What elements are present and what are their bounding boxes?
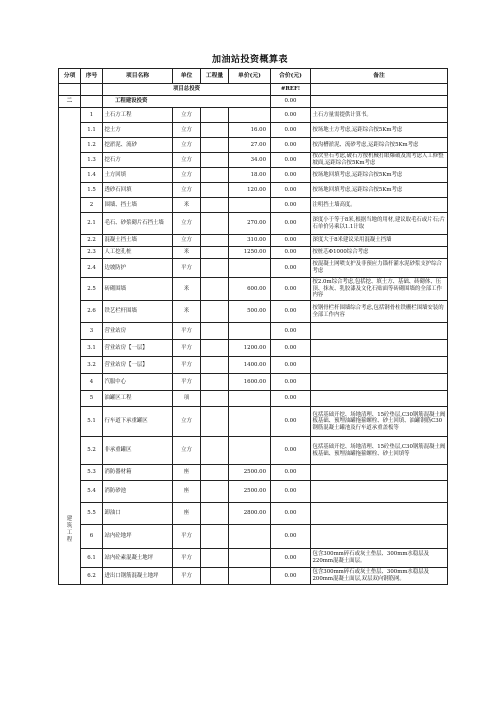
row-note: 土石方量需提供计算书。 (311, 108, 448, 123)
row-note (311, 357, 448, 374)
table-row (59, 259, 448, 278)
category-char: 工 (66, 530, 73, 536)
row-note: 包括基础开挖、场地清理、15砼垫层,C30钢筋混凝土阀板基础、预埋油罐拖箍螺栓、砂土回填、油罐钢筋C30钢筋混凝土罐池及行车道承重盖板等 (311, 407, 448, 437)
category-cell (59, 108, 81, 585)
row-qty (201, 183, 229, 198)
table-row (59, 168, 448, 183)
row-name: 非承重罐区 (103, 437, 173, 465)
row-total: 0.00 (271, 213, 311, 235)
row-total: 0.00 (271, 108, 311, 123)
row-unit: 立方 (173, 153, 201, 168)
row-qty (201, 549, 229, 568)
section-label: 工程建设投资 (103, 96, 271, 108)
row-number: 5.4 (81, 481, 103, 503)
row-qty (201, 247, 229, 259)
row-total: 0.00 (271, 278, 311, 301)
row-qty (201, 323, 229, 340)
row-price (229, 568, 271, 585)
row-unit: 米 (173, 301, 201, 323)
row-total: 0.00 (271, 525, 311, 549)
row-price: 16.00 (229, 123, 271, 138)
row-unit: 立方 (173, 168, 201, 183)
row-name: 行车道下承重罐区 (103, 407, 173, 437)
row-unit: 平方 (173, 374, 201, 391)
table-header-row (59, 69, 448, 84)
row-qty (201, 213, 229, 235)
row-note: 深度小于等于8米,根据当地的用材,建议取毛石或片石;片石单价另乘以1.1计取 (311, 213, 448, 235)
row-unit: 立方 (173, 235, 201, 247)
row-unit: 立方 (173, 108, 201, 123)
row-unit: 米 (173, 247, 201, 259)
table-row (59, 525, 448, 549)
table-row (59, 568, 448, 585)
row-total: 0.00 (271, 235, 311, 247)
section-total: 0.00 (271, 96, 311, 108)
row-total: 0.00 (271, 374, 311, 391)
section-row (59, 96, 448, 108)
row-price (229, 407, 271, 437)
row-note: 按桩芯Φ1000综合考虑 (311, 247, 448, 259)
row-price: 310.00 (229, 235, 271, 247)
row-price: 27.00 (229, 138, 271, 153)
row-price (229, 549, 271, 568)
row-total: 0.00 (271, 168, 311, 183)
row-note: 包含300mm碎石或灰土垫层、300mm水稳层及220mm混凝土面层。 (311, 549, 448, 568)
row-total: 0.00 (271, 123, 311, 138)
row-total: 0.00 (271, 340, 311, 357)
table-row (59, 183, 448, 198)
row-number: 2.1 (81, 213, 103, 235)
row-name: 挖土方 (103, 123, 173, 138)
row-total: 0.00 (271, 549, 311, 568)
row-number: 1.2 (81, 138, 103, 153)
row-note (311, 340, 448, 357)
row-total: 0.00 (271, 568, 311, 585)
row-number: 1 (81, 108, 103, 123)
row-name: 围墙、挡土墙 (103, 198, 173, 213)
row-price: 270.00 (229, 213, 271, 235)
total-row (59, 84, 448, 96)
row-qty (201, 391, 229, 407)
row-total: 0.00 (271, 183, 311, 198)
row-name: 挖淤泥、流砂 (103, 138, 173, 153)
header-cell: 项目名称 (103, 69, 173, 84)
row-number: 5.2 (81, 437, 103, 465)
row-note: 按混凝土网喷支护及非预应力锚杆灌水泥砂浆支护综合考虑 (311, 259, 448, 278)
row-price (229, 437, 271, 465)
row-qty (201, 108, 229, 123)
row-price (229, 198, 271, 213)
row-total: 0.00 (271, 259, 311, 278)
row-price: 1200.00 (229, 340, 271, 357)
row-unit: 立方 (173, 213, 201, 235)
row-unit: 米 (173, 198, 201, 213)
row-unit: 平方 (173, 357, 201, 374)
table-row (59, 407, 448, 437)
row-note: 包括基础开挖、场地清理、15砼垫层,C30钢筋混凝土阀板基础、预埋油罐拖箍螺栓、砂土回填等 (311, 437, 448, 465)
table-row (59, 323, 448, 340)
row-name: 土方回填 (103, 168, 173, 183)
document-title: 加油站投资概算表 (211, 55, 288, 65)
row-price (229, 259, 271, 278)
row-number: 2 (81, 198, 103, 213)
table-row (59, 247, 448, 259)
row-qty (201, 357, 229, 374)
row-name: 毛石、砂浆砌片石挡土墙 (103, 213, 173, 235)
row-number: 5.3 (81, 465, 103, 481)
table-row (59, 549, 448, 568)
row-unit: 立方 (173, 123, 201, 138)
table-row (59, 465, 448, 481)
table-row (59, 278, 448, 301)
row-name: 营业站房【一层】 (103, 357, 173, 374)
row-note (311, 323, 448, 340)
row-total: 0.00 (271, 198, 311, 213)
row-note: 按2.0m综合考虑,包括挖、填土方、基础、砖砌体、压顶、抹灰、乳胶漆及文化石贴面等砖砌围墙的全部工作内容 (311, 278, 448, 301)
row-total: 0.00 (271, 391, 311, 407)
row-qty (201, 481, 229, 503)
table-row (59, 374, 448, 391)
row-unit: 立方 (173, 407, 201, 437)
row-unit: 平方 (173, 525, 201, 549)
row-number: 5.5 (81, 503, 103, 525)
header-cell: 合价(元) (271, 69, 311, 84)
row-number: 6 (81, 525, 103, 549)
row-name: 卸油口 (103, 503, 173, 525)
row-unit: 米 (173, 278, 201, 301)
row-name: 营业站房 (103, 323, 173, 340)
row-note (311, 525, 448, 549)
row-unit: 项 (173, 391, 201, 407)
row-price: 2500.00 (229, 481, 271, 503)
row-note (311, 374, 448, 391)
row-name: 营业站房【一层】 (103, 340, 173, 357)
row-qty (201, 525, 229, 549)
row-price: 18.00 (229, 168, 271, 183)
header-cell: 单价(元) (229, 69, 271, 84)
table-row (59, 108, 448, 123)
row-name: 土石方工程 (103, 108, 173, 123)
row-number: 5 (81, 391, 103, 407)
row-number: 2.5 (81, 278, 103, 301)
header-cell: 备注 (311, 69, 448, 84)
section-cat: 二 (59, 96, 81, 108)
row-price (229, 391, 271, 407)
row-note: 注明挡土墙高度。 (311, 198, 448, 213)
row-name: 消防砂池 (103, 481, 173, 503)
row-name: 进出口钢筋混凝土地坪 (103, 568, 173, 585)
row-qty (201, 138, 229, 153)
table-row (59, 213, 448, 235)
table-row (59, 437, 448, 465)
row-qty (201, 465, 229, 481)
row-price (229, 323, 271, 340)
row-number: 3 (81, 323, 103, 340)
row-qty (201, 374, 229, 391)
row-number: 1.5 (81, 183, 103, 198)
row-unit: 立方 (173, 138, 201, 153)
row-note: 按沟槽淤泥、流砂考虑,运距综合按5Km考虑 (311, 138, 448, 153)
total-value: #REF! (271, 84, 311, 96)
row-number: 2.6 (81, 301, 103, 323)
row-note: 按次坚石考虑,破石方按机械打眼爆破及需考虑人工修整坡面,运距综合按5Km考虑 (311, 153, 448, 168)
row-note: 按场地回填考虑,运距综合按5Km考虑 (311, 183, 448, 198)
header-cell: 分项 (59, 69, 81, 84)
row-total: 0.00 (271, 138, 311, 153)
row-qty (201, 153, 229, 168)
row-name: 站内砼地坪 (103, 525, 173, 549)
table-row (59, 481, 448, 503)
table-row (59, 235, 448, 247)
row-price: 1250.00 (229, 247, 271, 259)
header-cell: 工程量 (201, 69, 229, 84)
row-number: 5.1 (81, 407, 103, 437)
row-number: 1.1 (81, 123, 103, 138)
row-name: 边坡防护 (103, 259, 173, 278)
row-price: 2500.00 (229, 465, 271, 481)
row-total: 0.00 (271, 481, 311, 503)
table-row (59, 138, 448, 153)
row-total: 0.00 (271, 503, 311, 525)
row-name: 站内砼素混凝土地坪 (103, 549, 173, 568)
category-char: 建 (66, 516, 73, 522)
row-total: 0.00 (271, 357, 311, 374)
row-unit: 平方 (173, 568, 201, 585)
row-price (229, 525, 271, 549)
row-unit: 立方 (173, 183, 201, 198)
row-note (311, 465, 448, 481)
row-qty (201, 198, 229, 213)
table-row (59, 340, 448, 357)
row-note: 深度大于8米建议采用混凝土挡墙 (311, 235, 448, 247)
row-name: 油罐区工程 (103, 391, 173, 407)
row-number: 2.2 (81, 235, 103, 247)
table-row (59, 301, 448, 323)
row-note (311, 391, 448, 407)
row-number: 4 (81, 374, 103, 391)
table-row (59, 198, 448, 213)
row-name: 混凝土挡土墙 (103, 235, 173, 247)
row-number: 2.3 (81, 247, 103, 259)
total-label: 项目总投资 (103, 84, 271, 96)
row-qty (201, 340, 229, 357)
row-price: 500.00 (229, 301, 271, 323)
header-cell: 序号 (81, 69, 103, 84)
row-qty (201, 168, 229, 183)
row-note (311, 481, 448, 503)
row-qty (201, 407, 229, 437)
row-number: 1.4 (81, 168, 103, 183)
row-number: 2.4 (81, 259, 103, 278)
table-row (59, 503, 448, 525)
budget-table (58, 68, 448, 585)
row-price: 1600.00 (229, 374, 271, 391)
category-char: 筑 (66, 523, 73, 529)
row-note: 按场地土方考虑,运距综合按5Km考虑 (311, 123, 448, 138)
row-name: 人工挖孔桩 (103, 247, 173, 259)
row-number: 3.1 (81, 340, 103, 357)
row-price (229, 108, 271, 123)
row-number: 6.1 (81, 549, 103, 568)
row-unit: 立方 (173, 437, 201, 465)
row-qty (201, 568, 229, 585)
row-qty (201, 301, 229, 323)
row-name: 铁艺栏杆围墙 (103, 301, 173, 323)
row-unit: 平方 (173, 259, 201, 278)
row-qty (201, 123, 229, 138)
row-price: 1400.00 (229, 357, 271, 374)
row-qty (201, 235, 229, 247)
row-unit: 座 (173, 503, 201, 525)
row-number: 6.2 (81, 568, 103, 585)
row-note (311, 503, 448, 525)
row-unit: 平方 (173, 340, 201, 357)
row-unit: 座 (173, 465, 201, 481)
header-cell: 单位 (173, 69, 201, 84)
table-row (59, 391, 448, 407)
row-unit: 座 (173, 481, 201, 503)
row-total: 0.00 (271, 247, 311, 259)
row-price: 34.00 (229, 153, 271, 168)
row-qty (201, 437, 229, 465)
row-note: 按钢骨栏杆围墙综合考虑,包括钢骨柱铁栅栏围墙安装的全部工作内容 (311, 301, 448, 323)
row-total: 0.00 (271, 407, 311, 437)
row-total: 0.00 (271, 437, 311, 465)
category-char: 程 (66, 537, 73, 543)
table-row (59, 123, 448, 138)
row-qty (201, 278, 229, 301)
row-total: 0.00 (271, 301, 311, 323)
row-unit: 平方 (173, 549, 201, 568)
row-price: 600.00 (229, 278, 271, 301)
row-price: 120.00 (229, 183, 271, 198)
row-price: 2800.00 (229, 503, 271, 525)
row-note: 按场地回填考虑,运距综合按5Km考虑 (311, 168, 448, 183)
row-name: 砖砌围墙 (103, 278, 173, 301)
row-name: 透砂石回填 (103, 183, 173, 198)
row-qty (201, 259, 229, 278)
row-number: 1.3 (81, 153, 103, 168)
row-qty (201, 503, 229, 525)
row-name: 挖石方 (103, 153, 173, 168)
table-row (59, 357, 448, 374)
table-row (59, 153, 448, 168)
row-name: 汽服中心 (103, 374, 173, 391)
row-note: 包含300mm碎石或灰土垫层、300mm水稳层及200mm混凝土面层,双层双向钢筋网。 (311, 568, 448, 585)
row-total: 0.00 (271, 465, 311, 481)
row-name: 消防器材箱 (103, 465, 173, 481)
row-total: 0.00 (271, 323, 311, 340)
row-total: 0.00 (271, 153, 311, 168)
row-unit: 平方 (173, 323, 201, 340)
row-number: 3.2 (81, 357, 103, 374)
